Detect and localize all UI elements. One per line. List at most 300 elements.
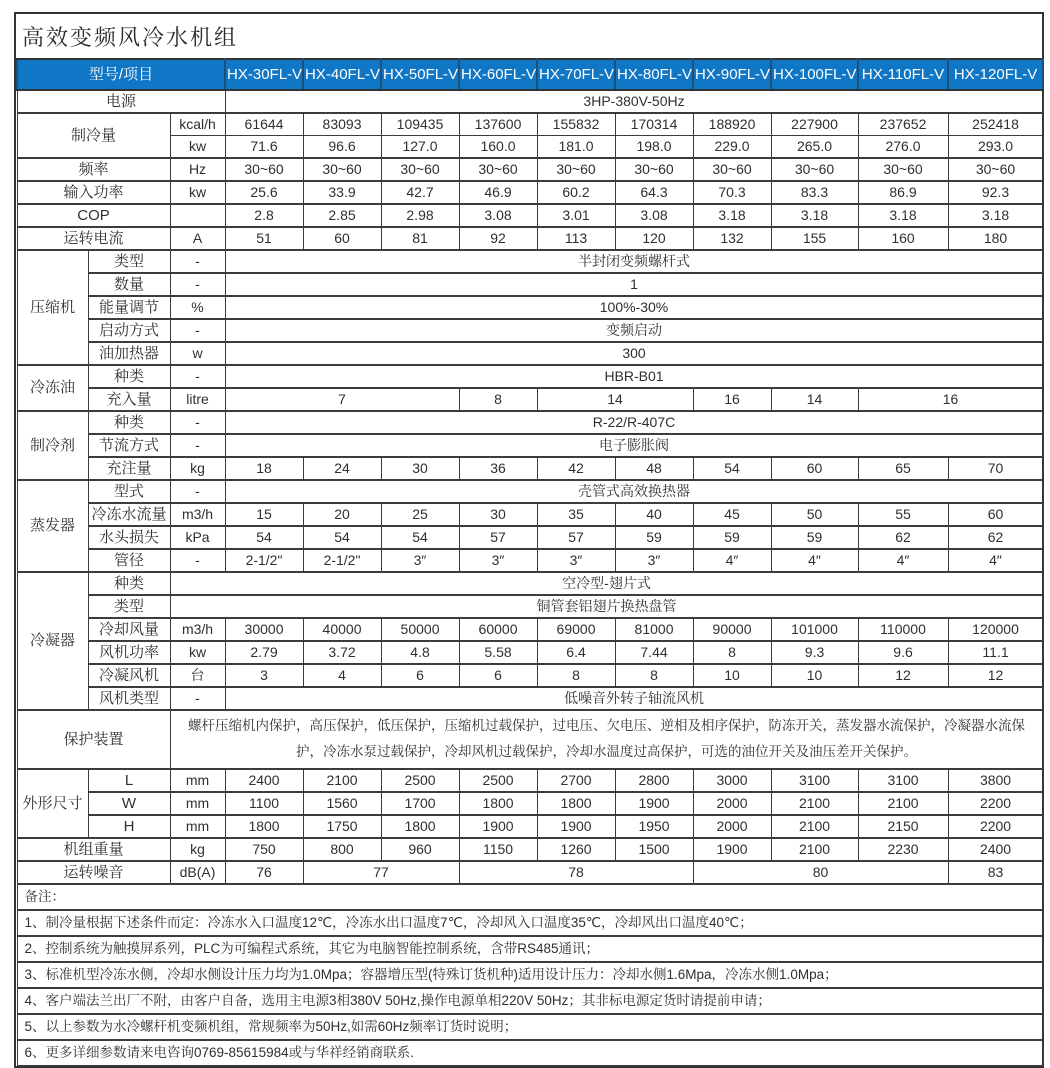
spec-value: 变频启动 [225, 319, 1043, 342]
unit-label: - [170, 480, 225, 503]
spec-value: 77 [303, 861, 459, 884]
spec-value: 265.0 [771, 136, 858, 159]
row-label: 型式 [88, 480, 170, 503]
model-header: HX-60FL-V [459, 59, 537, 90]
row-label: 运转电流 [17, 227, 170, 250]
spec-value: 30~60 [459, 158, 537, 181]
spec-value: 1800 [225, 815, 303, 838]
spec-value: 1950 [615, 815, 693, 838]
row-label: 数量 [88, 273, 170, 296]
spec-value: 2100 [771, 815, 858, 838]
spec-value: 46.9 [459, 181, 537, 204]
note-row: 6、更多详细参数请来电咨询0769-85615984或与华祥经销商联系. [17, 1040, 1043, 1066]
row-label: 压缩机 [17, 250, 88, 365]
spec-value: 83 [948, 861, 1043, 884]
spec-value: 4 [303, 664, 381, 687]
table-row [17, 526, 1043, 549]
spec-value: 54 [303, 526, 381, 549]
note-row: 4、客户端法兰出厂不附，由客户自备，选用主电源3相380V 50Hz,操作电源单相220V 50Hz；其非标电源定货时请提前申请； [17, 988, 1043, 1014]
spec-value: 60 [948, 503, 1043, 526]
spec-value: 1800 [459, 792, 537, 815]
spec-value: 1800 [381, 815, 459, 838]
row-label: 类型 [88, 595, 170, 618]
unit-label: - [170, 250, 225, 273]
table-row [17, 136, 1043, 159]
spec-value: 55 [858, 503, 948, 526]
spec-value: 2.79 [225, 641, 303, 664]
table-row [17, 59, 1043, 90]
model-header: HX-70FL-V [537, 59, 615, 90]
unit-label: - [170, 549, 225, 572]
row-label: 启动方式 [88, 319, 170, 342]
spec-value: 2230 [858, 838, 948, 861]
table-row [17, 457, 1043, 480]
spec-value: 101000 [771, 618, 858, 641]
spec-value: 2200 [948, 815, 1043, 838]
spec-value: 电子膨胀阀 [225, 434, 1043, 457]
spec-value: 30~60 [858, 158, 948, 181]
spec-value: 1 [225, 273, 1043, 296]
spec-value: R-22/R-407C [225, 411, 1043, 434]
row-label: 制冷剂 [17, 411, 88, 480]
spec-value: 3″ [459, 549, 537, 572]
spec-value: 1750 [303, 815, 381, 838]
spec-value: 33.9 [303, 181, 381, 204]
table-row [17, 664, 1043, 687]
spec-value: 120 [615, 227, 693, 250]
spec-value: 2.8 [225, 204, 303, 227]
spec-value: 155 [771, 227, 858, 250]
spec-value: 3.08 [615, 204, 693, 227]
spec-value: 4″ [948, 549, 1043, 572]
table-row [17, 227, 1043, 250]
table-row [17, 388, 1043, 411]
spec-value: 198.0 [615, 136, 693, 159]
spec-value: 30~60 [381, 158, 459, 181]
spec-value: 110000 [858, 618, 948, 641]
spec-value: 48 [615, 457, 693, 480]
note-row: 3、标准机型冷冻水侧，冷却水侧设计压力均为1.0Mpa；容器增压型(特殊订货机种)适用设计压力：冷却水侧1.6Mpa，冷冻水侧1.0Mpa； [17, 962, 1043, 988]
spec-value: 113 [537, 227, 615, 250]
spec-value: 59 [693, 526, 771, 549]
spec-value: 100%-30% [225, 296, 1043, 319]
spec-value: 2100 [303, 769, 381, 792]
spec-value: 2500 [459, 769, 537, 792]
spec-value: 86.9 [858, 181, 948, 204]
unit-label: - [170, 411, 225, 434]
table-row [17, 296, 1043, 319]
spec-value: 54 [225, 526, 303, 549]
spec-value: 60 [771, 457, 858, 480]
spec-value: 276.0 [858, 136, 948, 159]
spec-value: 15 [225, 503, 303, 526]
spec-value: 壳管式高效换热器 [225, 480, 1043, 503]
table-row [17, 411, 1043, 434]
spec-value: 60.2 [537, 181, 615, 204]
spec-value: 2000 [693, 792, 771, 815]
spec-value: 3800 [948, 769, 1043, 792]
spec-value: 1560 [303, 792, 381, 815]
row-label: COP [17, 204, 170, 227]
note-row: 2、控制系统为触摸屏系列，PLC为可编程式系统，其它为电脑智能控制系统，含带RS485通讯； [17, 936, 1043, 962]
spec-value: 160 [858, 227, 948, 250]
spec-value: 960 [381, 838, 459, 861]
table-row [17, 549, 1043, 572]
spec-value: 170314 [615, 113, 693, 136]
spec-value: 16 [858, 388, 1043, 411]
spec-value: 60 [303, 227, 381, 250]
spec-value: 50 [771, 503, 858, 526]
spec-value: 54 [381, 526, 459, 549]
spec-value: 70.3 [693, 181, 771, 204]
notes-header: 备注： [17, 884, 1043, 910]
spec-value: 92 [459, 227, 537, 250]
spec-value: 51 [225, 227, 303, 250]
spec-value: 92.3 [948, 181, 1043, 204]
table-row [17, 204, 1043, 227]
spec-value: 70 [948, 457, 1043, 480]
spec-value: 57 [459, 526, 537, 549]
spec-value: 2800 [615, 769, 693, 792]
spec-value: 78 [459, 861, 693, 884]
spec-value: 12 [858, 664, 948, 687]
spec-value: 1900 [693, 838, 771, 861]
table-row [17, 434, 1043, 457]
spec-value: 3100 [771, 769, 858, 792]
row-label: 种类 [88, 411, 170, 434]
unit-label: m3/h [170, 503, 225, 526]
spec-value: 71.6 [225, 136, 303, 159]
spec-value: 1900 [459, 815, 537, 838]
protection-devices-text: 螺杆压缩机内保护，高压保护，低压保护，压缩机过载保护，过电压、欠电压、逆相及相序保护，防冻开关，蒸发器水流保护，冷凝器水流保护，冷冻水泵过载保护，冷却风机过载保护，冷却水温度过高保护，可选的油位开关及油压差开关保护。 [170, 710, 1043, 769]
spec-value: 30~60 [615, 158, 693, 181]
note-row: 1、制冷量根据下述条件而定：冷冻水入口温度12℃，冷冻水出口温度7℃，冷却风入口温度35℃，冷却风出口温度40℃； [17, 910, 1043, 936]
spec-value: 60000 [459, 618, 537, 641]
spec-value: 7 [225, 388, 459, 411]
spec-value: 83093 [303, 113, 381, 136]
unit-label: kPa [170, 526, 225, 549]
unit-label: % [170, 296, 225, 319]
spec-value: 12 [948, 664, 1043, 687]
spec-value: 3.01 [537, 204, 615, 227]
spec-value: 24 [303, 457, 381, 480]
model-header: HX-120FL-V [948, 59, 1043, 90]
unit-label: w [170, 342, 225, 365]
spec-table [16, 58, 1044, 1066]
spec-value: 750 [225, 838, 303, 861]
unit-label: mm [170, 792, 225, 815]
spec-value: 45 [693, 503, 771, 526]
spec-value: 14 [771, 388, 858, 411]
unit-label: A [170, 227, 225, 250]
spec-value: 36 [459, 457, 537, 480]
row-label: 冷冻水流量 [88, 503, 170, 526]
spec-value: 137600 [459, 113, 537, 136]
table-row [17, 181, 1043, 204]
spec-value: 2400 [225, 769, 303, 792]
page-title: 高效变频风冷水机组 [22, 24, 239, 50]
table-row [17, 962, 1043, 988]
spec-value: 7.44 [615, 641, 693, 664]
spec-value: 300 [225, 342, 1043, 365]
spec-value: 30 [381, 457, 459, 480]
spec-value: 6 [381, 664, 459, 687]
row-label: 充注量 [88, 457, 170, 480]
row-label: 能量调节 [88, 296, 170, 319]
row-label: 充入量 [88, 388, 170, 411]
table-row [17, 503, 1043, 526]
table-row [17, 1014, 1043, 1040]
spec-value: 2100 [771, 838, 858, 861]
unit-label: - [170, 319, 225, 342]
column-header-model-item: 型号/项目 [17, 59, 225, 90]
spec-value: 3.08 [459, 204, 537, 227]
table-row [17, 158, 1043, 181]
row-label: 频率 [17, 158, 170, 181]
spec-value: 54 [693, 457, 771, 480]
unit-label: - [170, 434, 225, 457]
spec-value: 69000 [537, 618, 615, 641]
table-row [17, 1040, 1043, 1066]
spec-value: 2-1/2" [303, 549, 381, 572]
row-label: 外形尺寸 [17, 769, 88, 838]
spec-value: 3000 [693, 769, 771, 792]
spec-value: 11.1 [948, 641, 1043, 664]
model-header: HX-50FL-V [381, 59, 459, 90]
spec-value: 40000 [303, 618, 381, 641]
table-row [17, 910, 1043, 936]
spec-value: 109435 [381, 113, 459, 136]
spec-value: 30~60 [693, 158, 771, 181]
spec-value: 2700 [537, 769, 615, 792]
spec-value: 180 [948, 227, 1043, 250]
unit-label: kw [170, 136, 225, 159]
table-row [17, 792, 1043, 815]
spec-value: 2000 [693, 815, 771, 838]
spec-value: 2.98 [381, 204, 459, 227]
spec-value: 空冷型-翅片式 [170, 572, 1043, 595]
model-header: HX-110FL-V [858, 59, 948, 90]
spec-value: 80 [693, 861, 948, 884]
spec-value: 3″ [537, 549, 615, 572]
spec-value: 3.18 [948, 204, 1043, 227]
row-label: 风机类型 [88, 687, 170, 710]
table-row [17, 113, 1043, 136]
spec-value: 30 [459, 503, 537, 526]
spec-value: 25.6 [225, 181, 303, 204]
spec-value: 3.18 [858, 204, 948, 227]
spec-value: 2100 [771, 792, 858, 815]
spec-value: 120000 [948, 618, 1043, 641]
spec-value: 160.0 [459, 136, 537, 159]
row-label: 水头损失 [88, 526, 170, 549]
unit-label [170, 204, 225, 227]
spec-value: 3.72 [303, 641, 381, 664]
spec-value: 181.0 [537, 136, 615, 159]
table-row [17, 572, 1043, 595]
spec-value: 65 [858, 457, 948, 480]
spec-value: 30~60 [771, 158, 858, 181]
spec-value: 8 [459, 388, 537, 411]
table-row [17, 641, 1043, 664]
spec-value: 20 [303, 503, 381, 526]
spec-value: 229.0 [693, 136, 771, 159]
row-label: W [88, 792, 170, 815]
spec-value: 18 [225, 457, 303, 480]
spec-value: 59 [771, 526, 858, 549]
table-row [17, 342, 1043, 365]
spec-value: 1500 [615, 838, 693, 861]
table-row [17, 90, 1043, 113]
table-row [17, 319, 1043, 342]
unit-label: Hz [170, 158, 225, 181]
unit-label: - [170, 365, 225, 388]
row-label: 冷却风量 [88, 618, 170, 641]
spec-value: 8 [615, 664, 693, 687]
spec-sheet [14, 12, 1044, 1068]
spec-value: 3″ [381, 549, 459, 572]
spec-value: 14 [537, 388, 693, 411]
unit-label: litre [170, 388, 225, 411]
row-label: 保护装置 [17, 710, 170, 769]
row-label: 冷凝器 [17, 572, 88, 710]
spec-value: 10 [771, 664, 858, 687]
row-label: H [88, 815, 170, 838]
unit-label: - [170, 687, 225, 710]
row-label: 管径 [88, 549, 170, 572]
spec-value: 42.7 [381, 181, 459, 204]
spec-value: 155832 [537, 113, 615, 136]
spec-value: 62 [948, 526, 1043, 549]
spec-value: 35 [537, 503, 615, 526]
table-row [17, 936, 1043, 962]
unit-label: kw [170, 641, 225, 664]
model-header: HX-40FL-V [303, 59, 381, 90]
row-label: 机组重量 [17, 838, 170, 861]
spec-value: 227900 [771, 113, 858, 136]
spec-value: 2500 [381, 769, 459, 792]
spec-value: 9.3 [771, 641, 858, 664]
spec-value: 1700 [381, 792, 459, 815]
spec-value: 59 [615, 526, 693, 549]
spec-value: 76 [225, 861, 303, 884]
spec-value: 2.85 [303, 204, 381, 227]
spec-value: 9.6 [858, 641, 948, 664]
spec-value: 127.0 [381, 136, 459, 159]
spec-value: 3100 [858, 769, 948, 792]
row-label: 蒸发器 [17, 480, 88, 572]
table-row [17, 480, 1043, 503]
spec-value: 1100 [225, 792, 303, 815]
spec-value: 4″ [693, 549, 771, 572]
spec-value: 6 [459, 664, 537, 687]
unit-label: dB(A) [170, 861, 225, 884]
spec-value: 30~60 [948, 158, 1043, 181]
spec-value: 96.6 [303, 136, 381, 159]
spec-value: 低噪音外转子轴流风机 [225, 687, 1043, 710]
spec-value: 铜管套铝翅片换热盘管 [170, 595, 1043, 618]
spec-value: 30~60 [225, 158, 303, 181]
unit-label: kg [170, 457, 225, 480]
unit-label: m3/h [170, 618, 225, 641]
spec-value: 83.3 [771, 181, 858, 204]
spec-value: HBR-B01 [225, 365, 1043, 388]
spec-value: 132 [693, 227, 771, 250]
spec-value: 16 [693, 388, 771, 411]
spec-value: 188920 [693, 113, 771, 136]
spec-value: 4″ [858, 549, 948, 572]
spec-value: 3.18 [771, 204, 858, 227]
spec-value: 237652 [858, 113, 948, 136]
spec-value: 2200 [948, 792, 1043, 815]
spec-value: 57 [537, 526, 615, 549]
spec-value: 25 [381, 503, 459, 526]
spec-value: 40 [615, 503, 693, 526]
spec-value: 42 [537, 457, 615, 480]
row-label: 风机功率 [88, 641, 170, 664]
model-header: HX-80FL-V [615, 59, 693, 90]
spec-value: 30~60 [303, 158, 381, 181]
spec-value: 61644 [225, 113, 303, 136]
spec-value: 6.4 [537, 641, 615, 664]
unit-label: mm [170, 815, 225, 838]
table-row [17, 710, 1043, 769]
row-label: 油加热器 [88, 342, 170, 365]
spec-value: 1900 [615, 792, 693, 815]
row-label: 冷凝风机 [88, 664, 170, 687]
model-header: HX-30FL-V [225, 59, 303, 90]
row-label: 类型 [88, 250, 170, 273]
unit-label: kcal/h [170, 113, 225, 136]
table-row [17, 273, 1043, 296]
row-label: 冷冻油 [17, 365, 88, 411]
spec-value: 3″ [615, 549, 693, 572]
row-label: 节流方式 [88, 434, 170, 457]
spec-value: 1260 [537, 838, 615, 861]
spec-value: 10 [693, 664, 771, 687]
spec-value: 1800 [537, 792, 615, 815]
spec-value: 81 [381, 227, 459, 250]
spec-value: 90000 [693, 618, 771, 641]
spec-value: 64.3 [615, 181, 693, 204]
spec-value: 5.58 [459, 641, 537, 664]
spec-value: 8 [693, 641, 771, 664]
table-row [17, 687, 1043, 710]
spec-value: 3 [225, 664, 303, 687]
row-label: 运转噪音 [17, 861, 170, 884]
spec-value: 30000 [225, 618, 303, 641]
table-row [17, 769, 1043, 792]
spec-value: 8 [537, 664, 615, 687]
spec-value: 252418 [948, 113, 1043, 136]
row-label: 电源 [17, 90, 225, 113]
spec-value: 81000 [615, 618, 693, 641]
table-row [17, 988, 1043, 1014]
spec-value: 2150 [858, 815, 948, 838]
spec-value: 2400 [948, 838, 1043, 861]
spec-value: 2-1/2" [225, 549, 303, 572]
spec-value: 293.0 [948, 136, 1043, 159]
table-row [17, 884, 1043, 910]
row-label: 制冷量 [17, 113, 170, 158]
spec-value: 半封闭变频螺杆式 [225, 250, 1043, 273]
row-label: 种类 [88, 365, 170, 388]
unit-label: kw [170, 181, 225, 204]
row-label: 种类 [88, 572, 170, 595]
spec-value: 1150 [459, 838, 537, 861]
unit-label: kg [170, 838, 225, 861]
spec-value: 4.8 [381, 641, 459, 664]
